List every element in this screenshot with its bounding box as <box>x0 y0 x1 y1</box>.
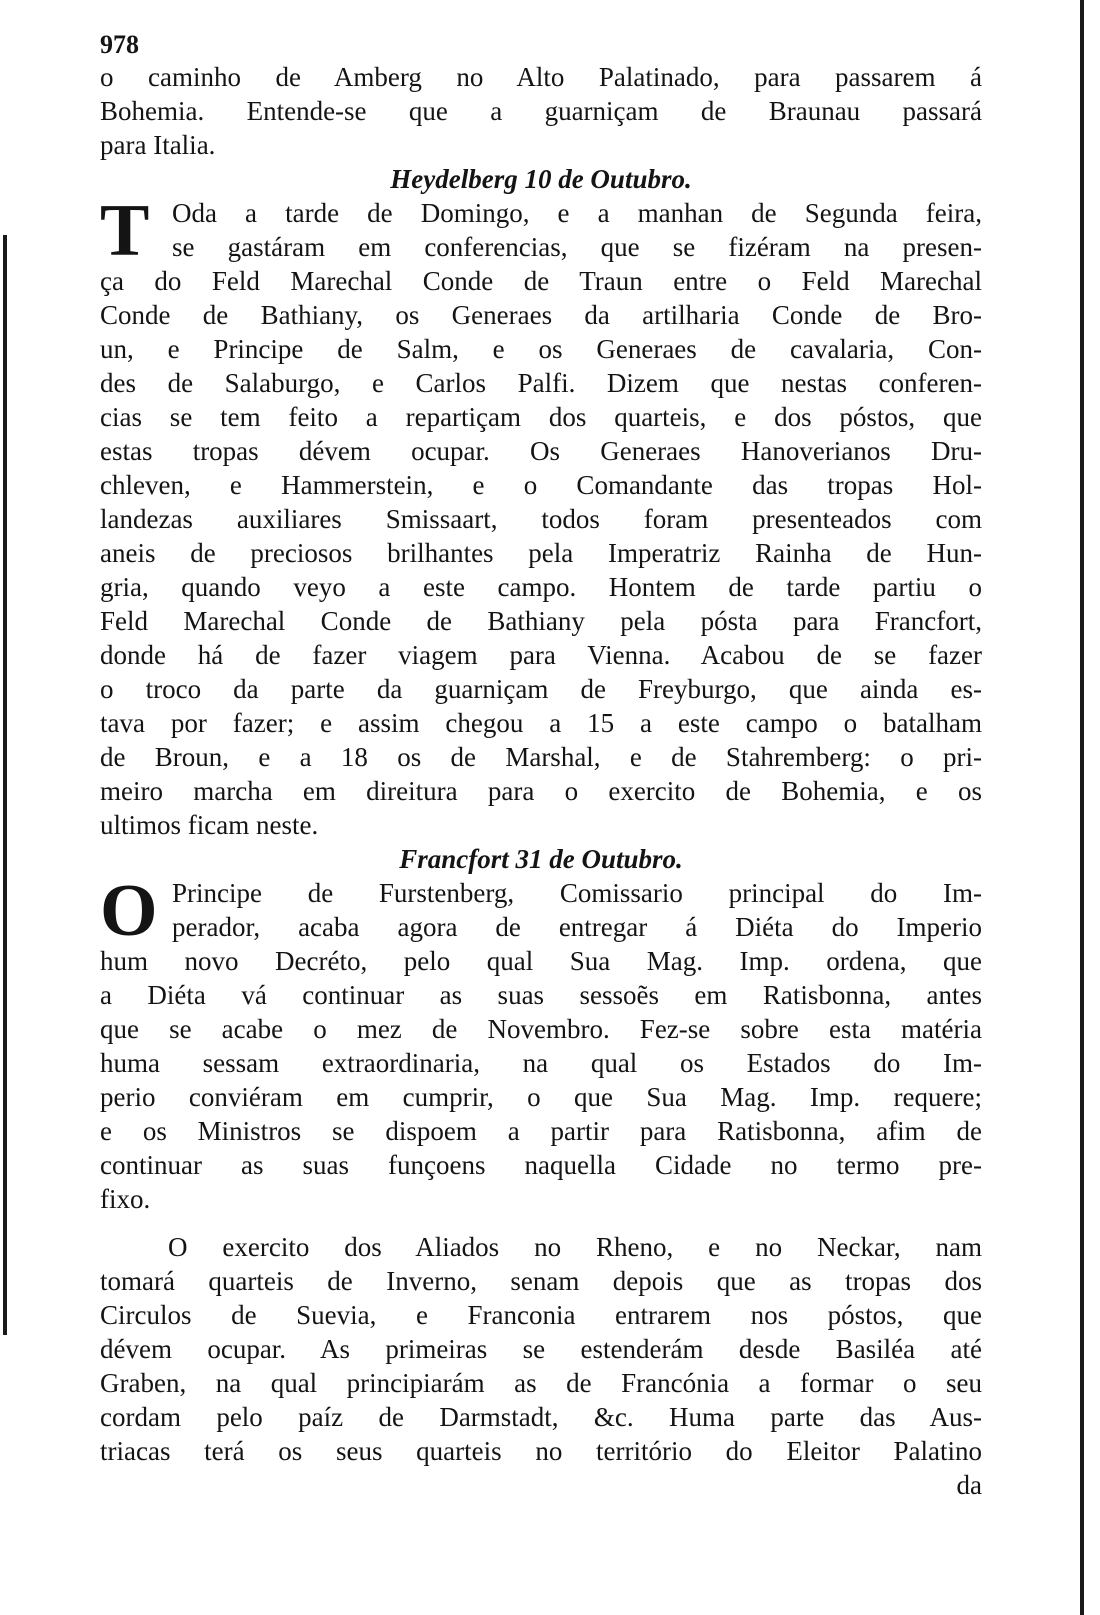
document-page <box>100 30 982 1502</box>
article-heydelberg <box>100 190 982 842</box>
text-line: ça do Feld Marechal Conde de Traun entre o Feld Marechal <box>100 266 982 296</box>
drop-cap: T <box>100 190 150 272</box>
text-line: un, e Principe de Salm, e os Generaes de cavalaria, Con- <box>100 334 982 364</box>
text-line: estas tropas dévem ocupar. Os Generaes Hanoverianos Dru- <box>100 436 982 466</box>
text-line: se gastáram em conferencias, que se fizéram na presen- <box>172 232 982 262</box>
text-line: gria, quando veyo a este campo. Hontem de tarde partiu o <box>100 572 982 602</box>
text-line: donde há de fazer viagem para Vienna. Acabou de se fazer <box>100 640 982 670</box>
text-line: tava por fazer; e assim chegou a 15 a este campo o batalham <box>100 708 982 738</box>
text-line: triacas terá os seus quarteis no território do Eleitor Palatino <box>100 1436 982 1466</box>
text-line: O exercito dos Aliados no Rheno, e no Neckar, nam <box>168 1232 982 1262</box>
text-line: Principe de Furstenberg, Comissario principal do Im- <box>172 878 982 908</box>
text-line: o caminho de Amberg no Alto Palatinado, para passarem á <box>100 62 982 92</box>
paragraph-gap <box>100 1216 982 1230</box>
text-line: chleven, e Hammerstein, e o Comandante das tropas Hol- <box>100 470 982 500</box>
text-line: des de Salaburgo, e Carlos Palfi. Dizem que nestas conferen- <box>100 368 982 398</box>
text-line: tomará quarteis de Inverno, senam depois que as tropas dos <box>100 1266 982 1296</box>
text-line: huma sessam extraordinaria, na qual os Estados do Im- <box>100 1048 982 1078</box>
text-line: Bohemia. Entende-se que a guarniçam de Braunau passará <box>100 96 982 126</box>
article-francfort <box>100 870 982 1468</box>
catchword: da <box>956 1470 982 1500</box>
right-margin-rule <box>1080 0 1084 1615</box>
text-line: perador, acaba agora de entregar á Diéta do Imperio <box>172 912 982 942</box>
dateline-heading: Heydelberg 10 de Outubro. <box>390 164 692 194</box>
text-line: continuar as suas funçoens naquella Cidade no termo pre- <box>100 1150 982 1180</box>
text-line: landezas auxiliares Smissaart, todos foram presenteados com <box>100 504 982 534</box>
intro-paragraph <box>100 60 982 162</box>
text-line: que se acabe o mez de Novembro. Fez-se sobre esta matéria <box>100 1014 982 1044</box>
left-margin-rule <box>3 235 7 1335</box>
text-line: e os Ministros se dispoem a partir para Ratisbonna, afim de <box>100 1116 982 1146</box>
text-line: de Broun, e a 18 os de Marshal, e de Stahremberg: o pri- <box>100 742 982 772</box>
text-line: Feld Marechal Conde de Bathiany pela pósta para Francfort, <box>100 606 982 636</box>
text-line: Graben, na qual principiarám as de Francónia a formar o seu <box>100 1368 982 1398</box>
text-line: aneis de preciosos brilhantes pela Imperatriz Rainha de Hun- <box>100 538 982 568</box>
text-line: fixo. <box>100 1184 151 1214</box>
text-line: o troco da parte da guarniçam de Freyburgo, que ainda es- <box>100 674 982 704</box>
text-line: para Italia. <box>100 130 216 160</box>
text-line: cordam pelo paíz de Darmstadt, &c. Huma parte das Aus- <box>100 1402 982 1432</box>
text-line: hum novo Decréto, pelo qual Sua Mag. Imp. ordena, que <box>100 946 982 976</box>
drop-cap: O <box>100 870 158 952</box>
dateline-heading: Francfort 31 de Outubro. <box>399 844 683 874</box>
text-line: Oda a tarde de Domingo, e a manhan de Segunda feira, <box>172 198 982 228</box>
text-line: dévem ocupar. As primeiras se estenderám desde Basiléa até <box>100 1334 982 1364</box>
page-number: 978 <box>100 30 139 59</box>
text-line: meiro marcha em direitura para o exercito de Bohemia, e os <box>100 776 982 806</box>
text-line: ultimos ficam neste. <box>100 810 319 840</box>
text-line: cias se tem feito a repartiçam dos quarteis, e dos póstos, que <box>100 402 982 432</box>
text-line: a Diéta vá continuar as suas sessoẽs em Ratisbonna, antes <box>100 980 982 1010</box>
text-line: Circulos de Suevia, e Franconia entrarem nos póstos, que <box>100 1300 982 1330</box>
text-line: Conde de Bathiany, os Generaes da artilharia Conde de Bro- <box>100 300 982 330</box>
text-line: perio conviéram em cumprir, o que Sua Mag. Imp. requere; <box>100 1082 982 1112</box>
